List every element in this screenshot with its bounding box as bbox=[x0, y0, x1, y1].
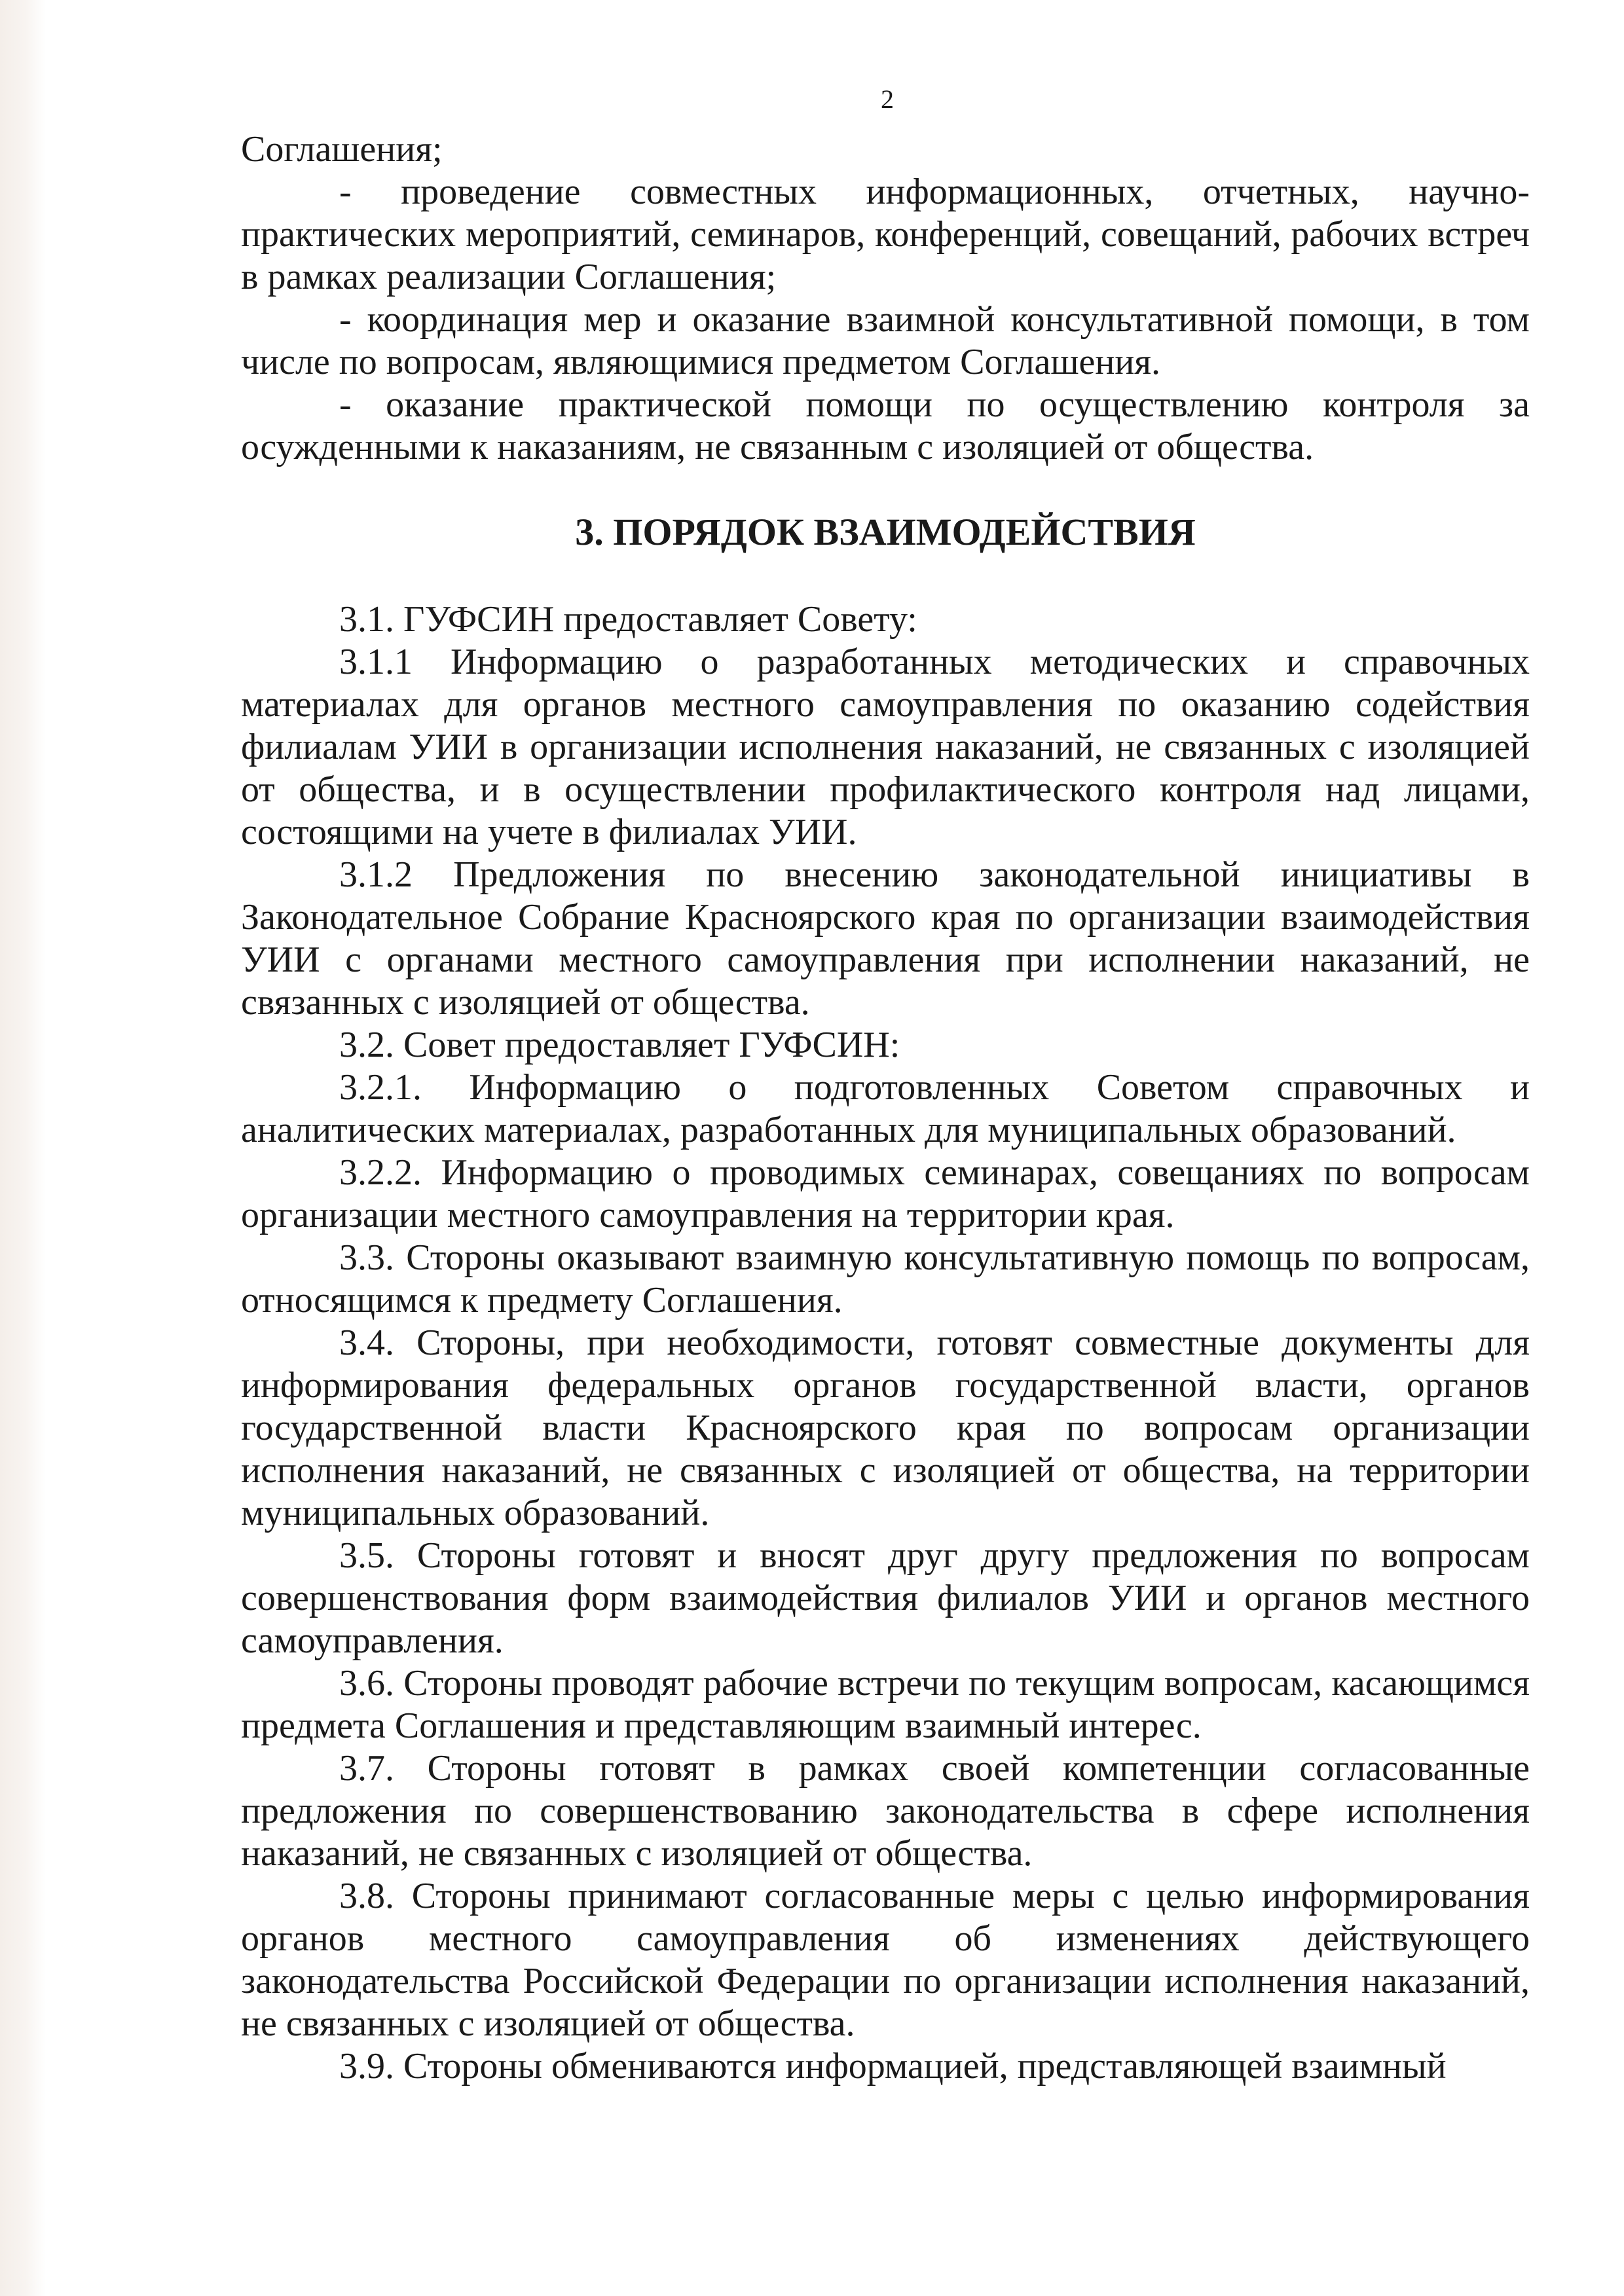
paragraph-3-1-2: 3.1.2 Предложения по внесению законодательной инициативы в Законодательное Собрание Красноярского края по организации взаимодействия УИИ с органами местного самоуправления при исполнении наказаний, не связанных с изоляцией от общества. bbox=[241, 854, 1530, 1023]
paragraph-3-1: 3.1. ГУФСИН предоставляет Совету: bbox=[339, 599, 917, 640]
document-body bbox=[241, 128, 1530, 2088]
paragraph-3-1-1: 3.1.1 Информацию о разработанных методических и справочных материалах для органов местного самоуправления по оказанию содействия филиалам УИИ в организации исполнения наказаний, не связанных с изоляцией от общества, и в осуществлении профилактического контроля над лицами, состоящими на учете в филиалах УИИ. bbox=[241, 642, 1530, 852]
paragraph-3-9: 3.9. Стороны обмениваются информацией, представляющей взаимный bbox=[339, 2046, 1447, 2086]
paragraph-3-3: 3.3. Стороны оказывают взаимную консультативную помощь по вопросам, относящимся к предмету Соглашения. bbox=[241, 1237, 1530, 1321]
paragraph-3-8: 3.8. Стороны принимают согласованные меры с целью информирования органов местного самоуправления об изменениях действующего законодательства Российской Федерации по организации исполнения наказаний, не связанных с изоляцией от общества. bbox=[241, 1876, 1530, 2044]
paragraph-3-2-2: 3.2.2. Информацию о проводимых семинарах, совещаниях по вопросам организации местного самоуправления на территории края. bbox=[241, 1152, 1530, 1235]
paragraph-3-2-1: 3.2.1. Информацию о подготовленных Советом справочных и аналитических материалах, разработанных для муниципальных образований. bbox=[241, 1067, 1530, 1150]
paragraph-continuation: Соглашения; bbox=[241, 129, 443, 170]
paragraph-3-6: 3.6. Стороны проводят рабочие встречи по текущим вопросам, касающимся предмета Соглашения и представляющим взаимный интерес. bbox=[241, 1663, 1530, 1746]
page-number: 2 bbox=[881, 84, 894, 114]
list-item: - оказание практической помощи по осуществлению контроля за осужденными к наказаниям, не связанным с изоляцией от общества. bbox=[241, 384, 1530, 467]
list-item: - проведение совместных информационных, отчетных, научно-практических мероприятий, семинаров, конференций, совещаний, рабочих встреч в рамках реализации Соглашения; bbox=[241, 172, 1530, 297]
list-item: - координация мер и оказание взаимной консультативной помощи, в том числе по вопросам, являющимися предметом Соглашения. bbox=[241, 299, 1530, 382]
paragraph-3-5: 3.5. Стороны готовят и вносят друг другу предложения по вопросам совершенствования форм взаимодействия филиалов УИИ и органов местного самоуправления. bbox=[241, 1535, 1530, 1661]
paragraph-3-2: 3.2. Совет предоставляет ГУФСИН: bbox=[339, 1025, 900, 1065]
section-heading: 3. ПОРЯДОК ВЗАИМОДЕЙСТВИЯ bbox=[575, 511, 1196, 553]
paragraph-3-4: 3.4. Стороны, при необходимости, готовят совместные документы для информирования федеральных органов государственной власти, органов государственной власти Красноярского края по вопросам организации исполнения наказаний, не связанных с изоляцией от общества, на территории муниципальных образований. bbox=[241, 1322, 1530, 1533]
scan-edge-shadow bbox=[0, 0, 46, 2296]
paragraph-3-7: 3.7. Стороны готовят в рамках своей компетенции согласованные предложения по совершенствованию законодательства в сфере исполнения наказаний, не связанных с изоляцией от общества. bbox=[241, 1748, 1530, 1874]
